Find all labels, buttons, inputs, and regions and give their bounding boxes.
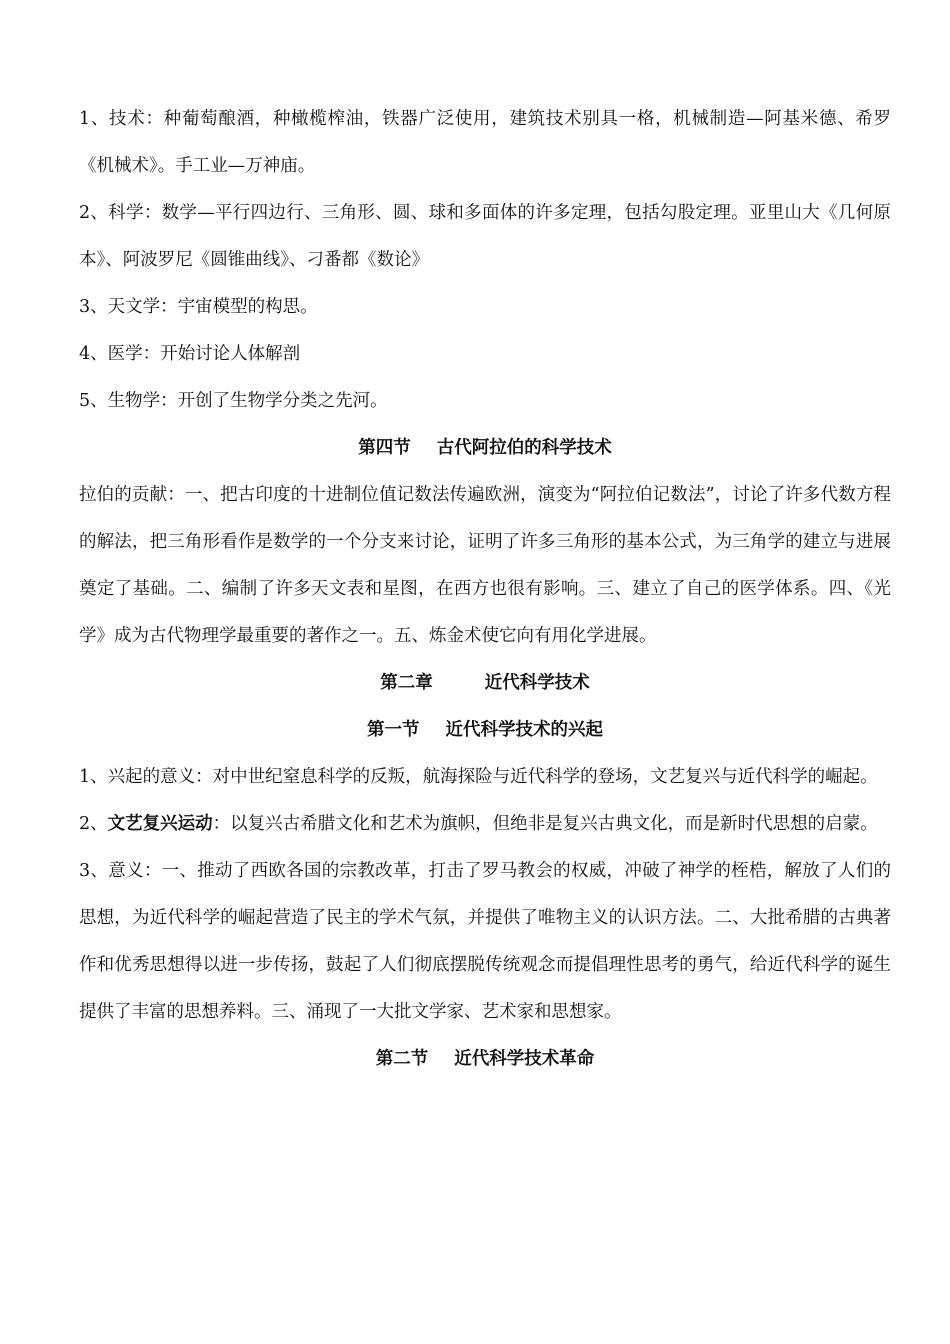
chapter-number: 第二章 [380, 673, 433, 693]
section-number: 第四节 [358, 438, 411, 458]
renaissance-term: 文艺复兴运动 [107, 814, 213, 834]
item-prefix: 2、 [79, 814, 108, 834]
paragraph-significance-of-rise: 1、兴起的意义：对中世纪窒息科学的反叛，航海探险与近代科学的登场，文艺复兴与近代科学的崛起。 [79, 767, 878, 787]
paragraph-astronomy: 3、天文学：宇宙模型的构思。 [79, 297, 318, 317]
section-title: 近代科学技术的兴起 [445, 720, 603, 740]
section-heading-arab [79, 425, 891, 472]
section-number: 第一节 [367, 720, 420, 740]
paragraph-biology: 5、生物学：开创了生物学分类之先河。 [79, 391, 388, 411]
section-heading-revolution [79, 1036, 891, 1083]
paragraph-renaissance [79, 801, 891, 848]
paragraph-technology: 1、技术：种葡萄酿酒，种橄榄榨油，铁器广泛使用，建筑技术别具一格，机械制造—阿基米德、希罗《机械术》。手工业—万神庙。 [79, 109, 891, 176]
section-title: 近代科学技术革命 [454, 1049, 595, 1069]
chapter-title: 近代科学技术 [484, 673, 590, 693]
section-title: 古代阿拉伯的科学技术 [436, 438, 612, 458]
paragraph-medicine: 4、医学：开始讨论人体解剖 [79, 344, 301, 364]
document-page [79, 96, 891, 1083]
paragraph-meaning: 3、意义：一、推动了西欧各国的宗教改革，打击了罗马教会的权威，冲破了神学的桎梏，解放了人们的思想，为近代科学的崛起营造了民主的学术气氛，并提供了唯物主义的认识方法。二、大批希腊的古典著作和优秀思想得以进一步传扬，鼓起了人们彻底摆脱传统观念而提倡理性思考的勇气，给近代科学的诞生提供了丰富的思想养料。三、涌现了一大批文学家、艺术家和思想家。 [79, 861, 891, 1022]
section-heading-rise [79, 707, 891, 754]
paragraph-arab-contributions: 拉伯的贡献：一、把古印度的十进制位值记数法传遍欧洲，演变为“阿拉伯记数法”，讨论了许多代数方程的解法，把三角形看作是数学的一个分支来讨论，证明了许多三角形的基本公式，为三角学的建立与进展奠定了基础。二、编制了许多天文表和星图，在西方也很有影响。三、建立了自己的医学体系。四、《光学》成为古代物理学最重要的著作之一。五、炼金术使它向有用化学进展。 [79, 485, 891, 646]
paragraph-science: 2、科学：数学—平行四边行、三角形、圆、球和多面体的许多定理，包括勾股定理。亚里山大《几何原本》、阿波罗尼《圆锥曲线》、刁番都《数论》 [79, 203, 891, 270]
chapter-heading [79, 660, 891, 707]
section-number: 第二节 [375, 1049, 429, 1069]
item-text: ：以复兴古希腊文化和艺术为旗帜，但绝非是复兴古典文化，而是新时代思想的启蒙。 [212, 814, 878, 834]
